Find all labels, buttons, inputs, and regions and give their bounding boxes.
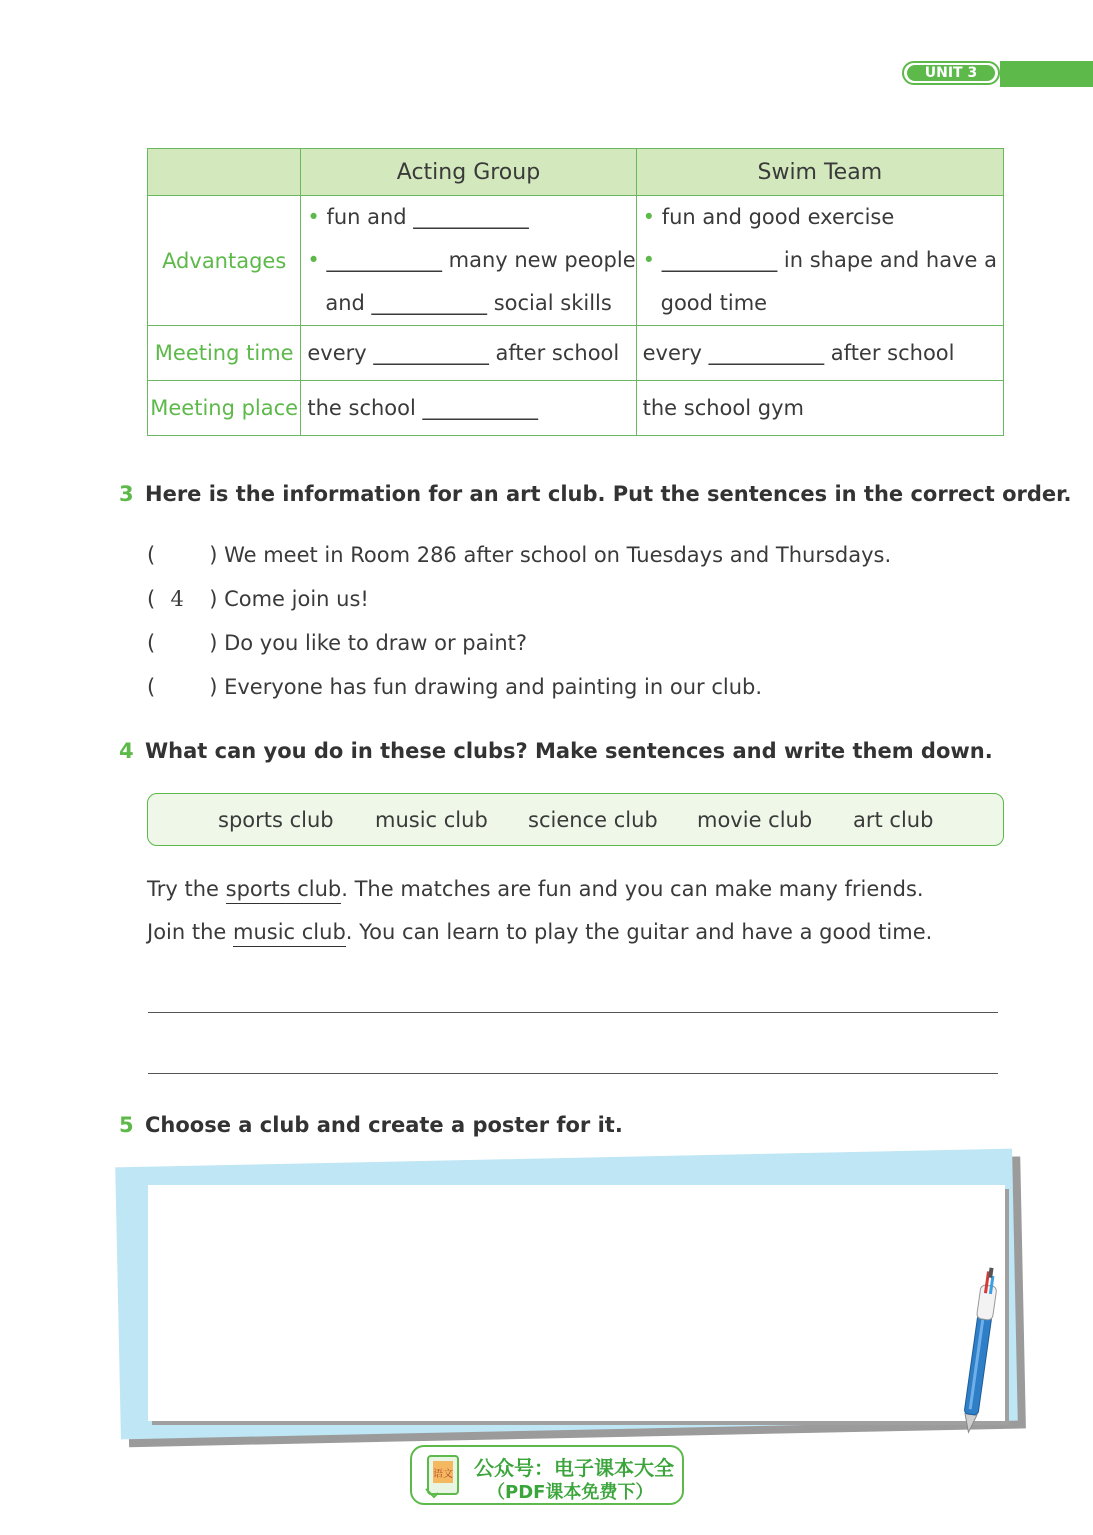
table-row-meeting-time <box>148 326 1004 381</box>
question-5-prompt: Choose a club and create a poster for it. <box>145 1113 623 1137</box>
pen-icon <box>960 1265 1000 1435</box>
table-row-meeting-place <box>148 381 1004 436</box>
order-item-2: ( 4 ) Come join us! <box>147 587 369 611</box>
answer-line-2[interactable] <box>148 1073 998 1074</box>
example-1-post: . The matches are fun and you can make many friends. <box>341 877 924 901</box>
bullet-icon: • <box>307 248 320 272</box>
example-sentence-2 <box>147 920 932 944</box>
question-4-number: 4 <box>119 739 134 763</box>
bullet-icon: • <box>642 248 656 272</box>
question-4-prompt: What can you do in these clubs? Make sentences and write them down. <box>145 739 993 763</box>
word-bank-item: movie club <box>697 808 813 832</box>
example-2-pre: Join the <box>147 920 233 944</box>
table-header-swim-team: Swim Team <box>636 149 1003 196</box>
question-3-prompt: Here is the information for an art club. Put the sentences in the correct order. <box>145 482 1072 506</box>
word-bank-item: science club <box>528 808 658 832</box>
order-item-3: ( ) Do you like to draw or paint? <box>147 631 528 655</box>
order-answer-2[interactable]: 4 <box>170 587 184 611</box>
watermark-line-1: 公众号：电子课本大全 <box>474 1456 674 1480</box>
word-bank-item: music club <box>375 808 488 832</box>
word-bank <box>147 793 1004 846</box>
table-header-acting-group: Acting Group <box>301 149 636 196</box>
acting-advantages-cell <box>301 196 636 326</box>
poster-drawing-area[interactable] <box>148 1185 1005 1421</box>
club-comparison-table <box>147 148 1004 436</box>
row-label-advantages: Advantages <box>148 196 301 326</box>
order-item-1: ( ) We meet in Room 286 after school on Tuesdays and Thursdays. <box>147 543 892 567</box>
bullet-icon: • <box>307 205 320 229</box>
list-item <box>307 196 635 239</box>
list-item <box>643 282 997 325</box>
question-5-number: 5 <box>119 1113 134 1137</box>
order-text-2: Come join us! <box>224 587 369 611</box>
order-text-4: Everyone has fun drawing and painting in our club. <box>224 675 763 699</box>
order-text-1: We meet in Room 286 after school on Tuesdays and Thursdays. <box>224 543 892 567</box>
unit-label: UNIT 3 <box>907 65 995 81</box>
table-header-row <box>148 149 1004 196</box>
example-2-post: . You can learn to play the guitar and have a good time. <box>345 920 933 944</box>
answer-line-1[interactable] <box>148 1012 998 1013</box>
row-label-meeting-time: Meeting time <box>148 326 301 381</box>
word-bank-item: art club <box>853 808 934 832</box>
example-1-pre: Try the <box>147 877 226 901</box>
watermark-stamp <box>410 1445 684 1505</box>
swim-adv-2: ___________ in shape and have a <box>661 248 997 272</box>
swim-advantages-cell <box>636 196 1003 326</box>
swim-place-cell: the school gym <box>636 381 1003 436</box>
list-item <box>643 196 997 239</box>
acting-time-cell: every ___________ after school <box>301 326 636 381</box>
swim-adv-3: good time <box>660 291 768 315</box>
acting-adv-3: and ___________ social skills <box>325 291 612 315</box>
acting-adv-2: ___________ many new people <box>326 248 636 272</box>
order-text-3: Do you like to draw or paint? <box>224 631 528 655</box>
unit-header-bar <box>1000 61 1093 87</box>
svg-text:语文: 语文 <box>433 1469 453 1480</box>
example-2-answer: music club <box>233 920 346 947</box>
word-bank-item: sports club <box>218 808 334 832</box>
watermark-line-2: （PDF课本免费下） <box>487 1482 654 1503</box>
table-row-advantages <box>148 196 1004 326</box>
swim-time-cell: every ___________ after school <box>636 326 1003 381</box>
order-item-4: ( ) Everyone has fun drawing and painting in our club. <box>147 675 763 699</box>
list-item <box>307 239 635 282</box>
list-item <box>643 239 997 282</box>
bullet-icon: • <box>642 205 656 229</box>
swim-adv-1: fun and good exercise <box>661 205 895 229</box>
question-3-number: 3 <box>119 482 134 506</box>
example-1-answer: sports club <box>226 877 342 904</box>
acting-place-cell: the school ___________ <box>301 381 636 436</box>
unit-badge <box>902 61 1000 85</box>
table-header-empty <box>148 149 301 196</box>
list-item <box>307 282 635 325</box>
row-label-meeting-place: Meeting place <box>148 381 301 436</box>
example-sentence-1 <box>147 877 924 901</box>
book-logo-icon <box>424 1453 464 1499</box>
acting-adv-1: fun and ___________ <box>326 205 529 229</box>
